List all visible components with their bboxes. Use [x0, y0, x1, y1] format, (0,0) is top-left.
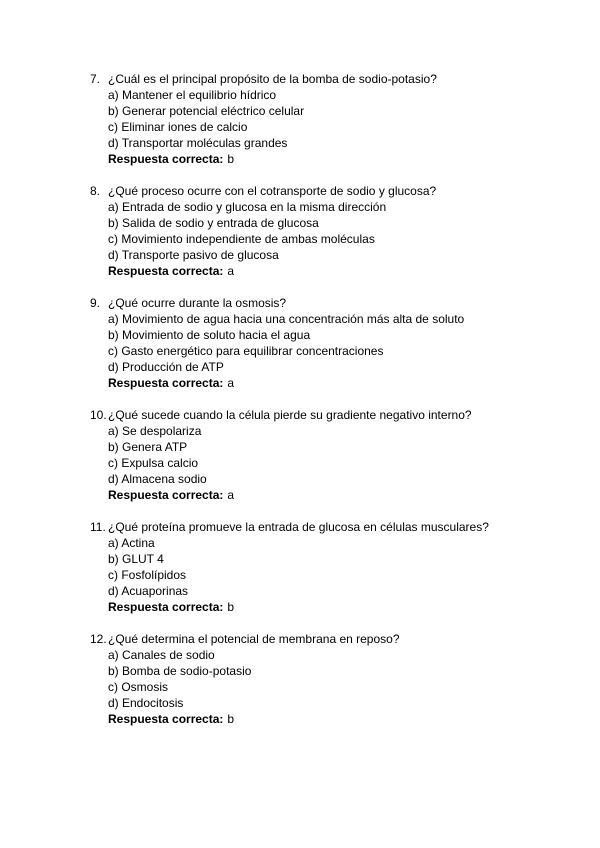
- answer-label: Respuesta correcta:: [108, 152, 224, 166]
- correct-answer: [90, 711, 570, 727]
- question-text: ¿Qué proceso ocurre con el cotransporte de sodio y glucosa?: [108, 184, 437, 198]
- answer-value: b: [227, 152, 235, 166]
- option-b: b) Generar potencial eléctrico celular: [108, 104, 305, 118]
- option-d: d) Almacena sodio: [108, 472, 207, 486]
- question-7: [90, 71, 570, 167]
- option-a: a) Movimiento de agua hacia una concentración más alta de soluto: [108, 312, 465, 326]
- option-c: c) Eliminar iones de calcio: [108, 120, 248, 134]
- option-d: d) Producción de ATP: [108, 360, 224, 374]
- answer-value: b: [227, 600, 235, 614]
- question-number: 7.: [90, 72, 101, 86]
- option-a: a) Entrada de sodio y glucosa en la misma dirección: [108, 200, 387, 214]
- answer-label: Respuesta correcta:: [108, 376, 224, 390]
- question-11: [90, 519, 570, 615]
- option-d: d) Transportar moléculas grandes: [108, 136, 288, 150]
- option-d: d) Transporte pasivo de glucosa: [108, 248, 279, 262]
- answer-label: Respuesta correcta:: [108, 488, 224, 502]
- question-10: [90, 407, 570, 503]
- correct-answer: [90, 263, 570, 279]
- option-b: b) Salida de sodio y entrada de glucosa: [108, 216, 319, 230]
- question-text: ¿Cuál es el principal propósito de la bomba de sodio-potasio?: [108, 72, 437, 86]
- option-a: a) Se despolariza: [108, 424, 202, 438]
- question-text: ¿Qué ocurre durante la osmosis?: [108, 296, 287, 310]
- question-text: ¿Qué proteína promueve la entrada de glucosa en células musculares?: [108, 520, 489, 534]
- answer-value: b: [227, 712, 235, 726]
- correct-answer: [90, 599, 570, 615]
- answer-value: a: [227, 264, 235, 278]
- question-text: ¿Qué sucede cuando la célula pierde su gradiente negativo interno?: [108, 408, 472, 422]
- option-c: c) Movimiento independiente de ambas moléculas: [108, 232, 375, 246]
- question-number: 12.: [90, 632, 107, 646]
- answer-label: Respuesta correcta:: [108, 264, 224, 278]
- option-b: b) Movimiento de soluto hacia el agua: [108, 328, 311, 342]
- option-c: c) Expulsa calcio: [108, 456, 199, 470]
- option-b: b) Genera ATP: [108, 440, 188, 454]
- correct-answer: [90, 487, 570, 503]
- correct-answer: [90, 375, 570, 391]
- option-a: a) Actina: [108, 536, 155, 550]
- option-d: d) Endocitosis: [108, 696, 184, 710]
- question-number: 9.: [90, 296, 101, 310]
- answer-value: a: [227, 376, 235, 390]
- option-a: a) Canales de sodio: [108, 648, 215, 662]
- option-b: b) Bomba de sodio-potasio: [108, 664, 252, 678]
- question-number: 11.: [90, 520, 106, 534]
- option-a: a) Mantener el equilibrio hídrico: [108, 88, 277, 102]
- option-c: c) Fosfolípidos: [108, 568, 187, 582]
- correct-answer: [90, 151, 570, 167]
- question-12: [90, 631, 570, 727]
- answer-label: Respuesta correcta:: [108, 712, 224, 726]
- option-c: c) Gasto energético para equilibrar concentraciones: [108, 344, 384, 358]
- question-number: 10.: [90, 408, 107, 422]
- question-text: ¿Qué determina el potencial de membrana en reposo?: [108, 632, 400, 646]
- option-b: b) GLUT 4: [108, 552, 164, 566]
- question-8: [90, 183, 570, 279]
- question-9: [90, 295, 570, 391]
- option-d: d) Acuaporinas: [108, 584, 189, 598]
- option-c: c) Osmosis: [108, 680, 168, 694]
- question-number: 8.: [90, 184, 101, 198]
- answer-value: a: [227, 488, 235, 502]
- answer-label: Respuesta correcta:: [108, 600, 224, 614]
